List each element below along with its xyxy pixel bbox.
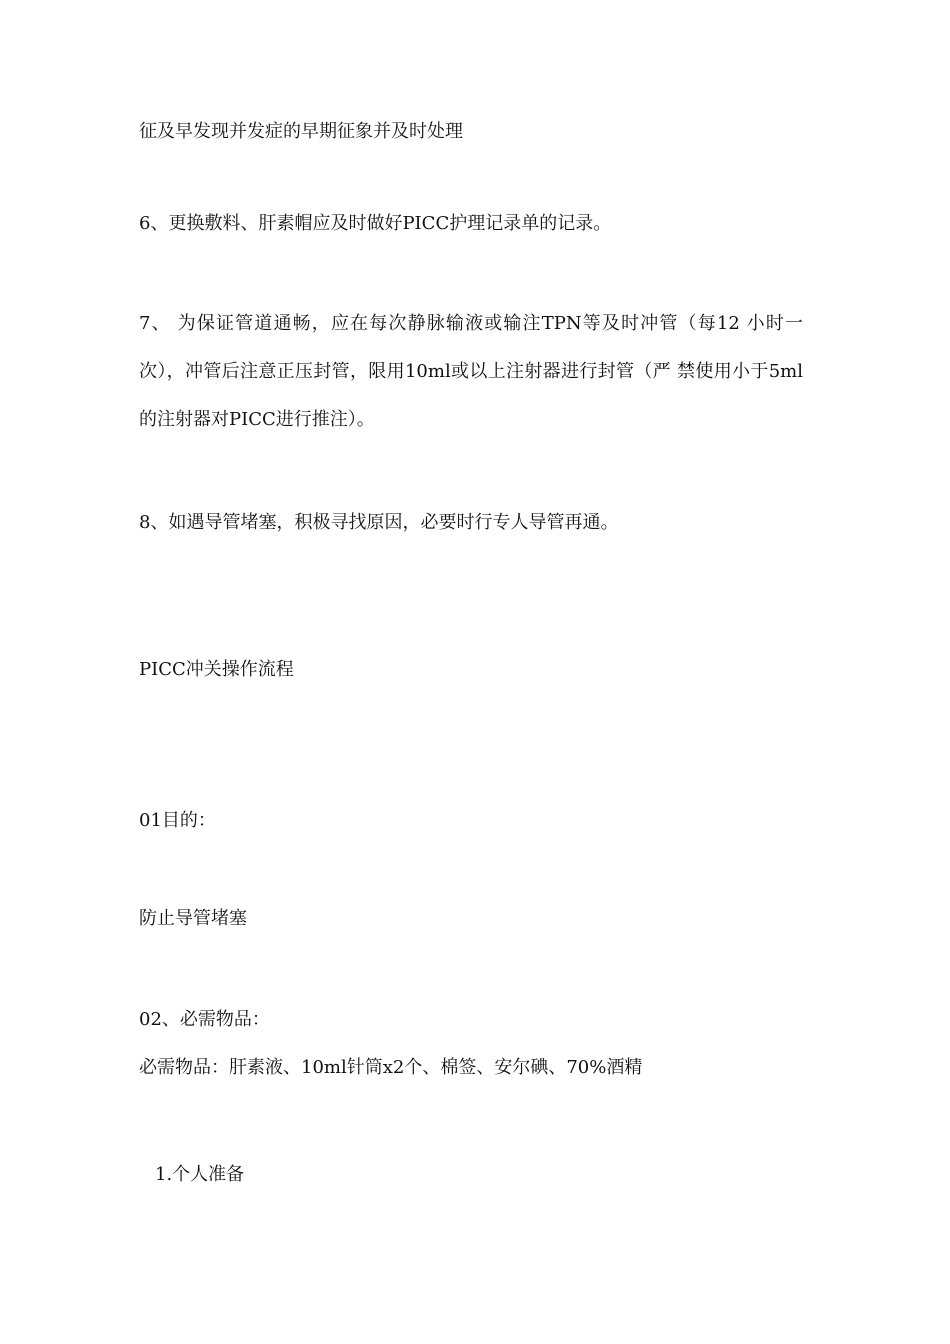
heading-required-items: 02、必需物品： bbox=[139, 1009, 270, 1030]
section-title-picc-flush: PICC冲关操作流程 bbox=[139, 659, 294, 680]
text-line-item-8: 8、如遇导管堵塞，积极寻找原因，必要时行专人导管再通。 bbox=[139, 512, 619, 533]
heading-purpose: 01目的： bbox=[139, 810, 216, 831]
text-line-purpose: 防止导管堵塞 bbox=[139, 908, 247, 929]
text-line-complications: 征及早发现并发症的早期征象并及时处理 bbox=[139, 121, 463, 142]
text-line-item-6: 6、更换敷料、肝素帽应及时做好PICC护理记录单的记录。 bbox=[139, 213, 612, 234]
list-item-personal-preparation: 1.个人准备 bbox=[155, 1164, 245, 1185]
text-line-required-items: 必需物品：肝素液、10ml针筒x2个、棉签、安尔碘、70%酒精 bbox=[139, 1057, 643, 1078]
text-paragraph-item-7: 7、 为保证管道通畅，应在每次静脉输液或输注TPN等及时冲管（每12 小时一次），冲管后注意正压封管，限用10ml或以上注射器进行封管（严 禁使用小于5ml的注射器对PICC进行推注）。 bbox=[139, 313, 803, 430]
